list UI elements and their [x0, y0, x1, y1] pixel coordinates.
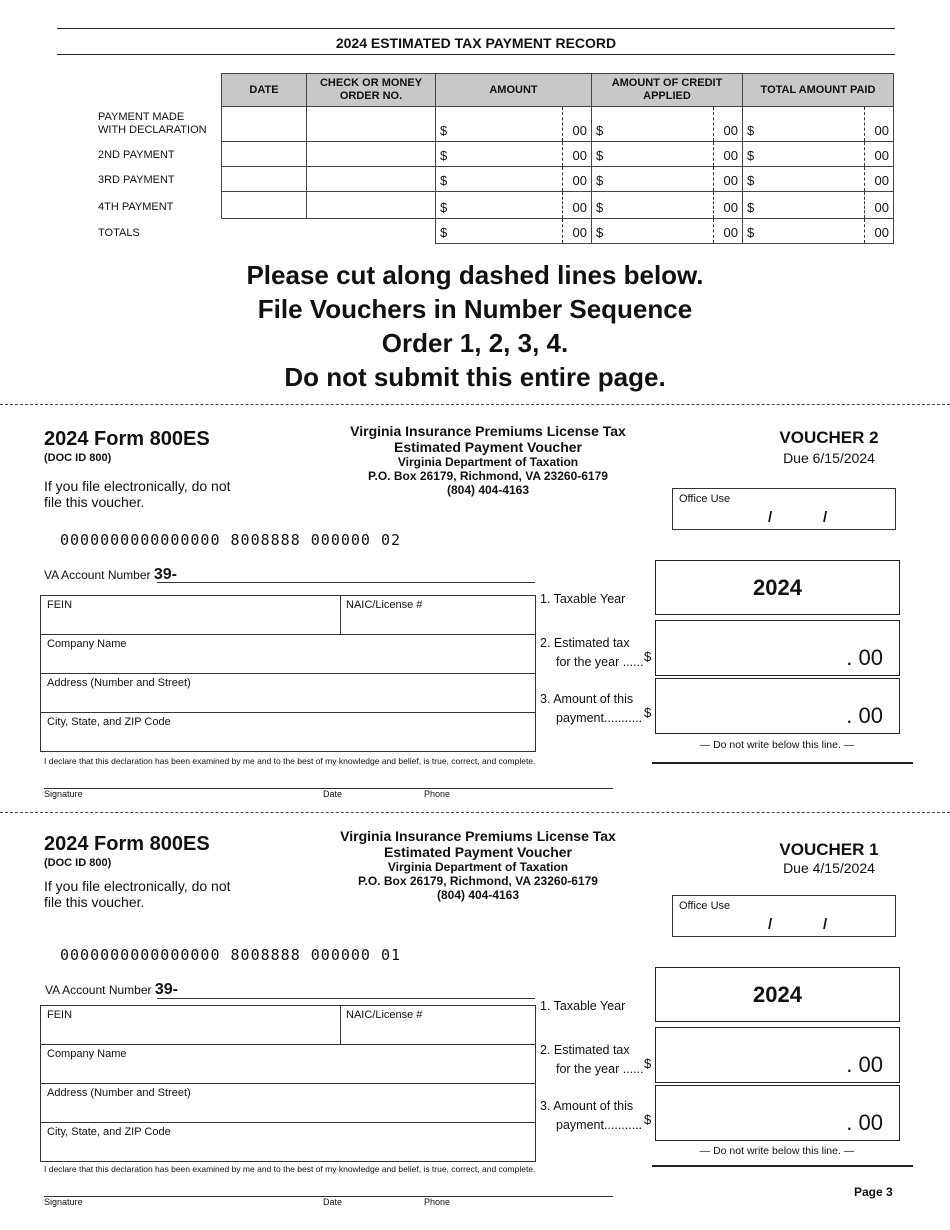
cut-line: [0, 812, 950, 813]
do-not-write-notice: — Do not write below this line. —: [699, 739, 855, 751]
voucher-number: VOUCHER 2: [779, 428, 879, 447]
table-row: [222, 107, 894, 142]
due-date: Due 6/15/2024: [783, 450, 875, 466]
table-row: [222, 167, 894, 192]
thick-rule: [652, 762, 913, 764]
paid-total-cell[interactable]: $ 00: [743, 219, 894, 244]
row-label-totals: TOTALS: [98, 227, 140, 239]
declaration-text: I declare that this declaration has been examined by me and to the best of my knowledge and belief, is true, correct, and complete.: [44, 1164, 536, 1174]
date-cell[interactable]: [222, 107, 307, 142]
city-state-zip-field[interactable]: City, State, and ZIP Code: [47, 716, 171, 728]
total-cell[interactable]: $ 00: [743, 142, 894, 167]
do-not-write-notice: — Do not write below this line. —: [699, 1145, 855, 1157]
header-check: CHECK OR MONEY ORDER NO.: [307, 74, 436, 107]
form-title: 2024 Form 800ES: [44, 833, 210, 855]
due-date: Due 4/15/2024: [783, 860, 875, 876]
check-cell[interactable]: [307, 192, 436, 219]
credit-cell[interactable]: $ 00: [592, 107, 743, 142]
credit-cell[interactable]: $ 00: [592, 167, 743, 192]
total-cell[interactable]: $ 00: [743, 107, 894, 142]
item-estimated-tax: 2. Estimated tax for the year ......: [540, 1043, 644, 1076]
total-cell[interactable]: $ 00: [743, 167, 894, 192]
date-label: Date: [323, 1197, 343, 1207]
doc-id: (DOC ID 800): [44, 452, 112, 464]
office-use-box: Office Use / /: [672, 488, 896, 530]
scanline: 0000000000000000 8008888 000000 02: [60, 531, 402, 549]
account-number: VA Account Number 39-: [44, 566, 177, 583]
item-estimated-tax: 2. Estimated tax for the year ......: [540, 636, 644, 669]
check-cell[interactable]: [307, 167, 436, 192]
item-taxable-year: 1. Taxable Year: [540, 999, 626, 1013]
table-row: [222, 192, 894, 219]
cut-instructions: Please cut along dashed lines below. File Vouchers in Number Sequence Order 1, 2, 3, 4. Do not submit this entire page.: [246, 260, 704, 392]
check-cell[interactable]: [307, 107, 436, 142]
item-payment-amount: 3. Amount of this payment...........: [540, 692, 643, 725]
address-field[interactable]: Address (Number and Street): [41, 674, 535, 713]
record-title: 2024 ESTIMATED TAX PAYMENT RECORD: [335, 35, 617, 51]
header-amount: AMOUNT: [436, 74, 592, 107]
amount-cell[interactable]: $ 00: [436, 192, 592, 219]
date-cell[interactable]: [222, 192, 307, 219]
account-number: VA Account Number 39-: [45, 981, 178, 998]
amount-total-cell[interactable]: $ 00: [436, 219, 592, 244]
table-header-row: [222, 74, 894, 107]
amount-cell[interactable]: $ 00: [436, 142, 592, 167]
title-rule: [57, 54, 895, 55]
row-label-declaration: PAYMENT MADE WITH DECLARATION: [98, 111, 207, 136]
row-label-2nd: 2ND PAYMENT: [98, 149, 175, 161]
item-payment-amount: 3. Amount of this payment...........: [540, 1099, 643, 1132]
credit-cell[interactable]: $ 00: [592, 142, 743, 167]
account-number-field[interactable]: [157, 998, 535, 999]
thick-rule: [652, 1165, 913, 1167]
taxable-year-box[interactable]: 2024: [655, 560, 900, 615]
phone-label: Phone: [424, 1197, 451, 1207]
voucher-number: VOUCHER 1: [779, 840, 879, 859]
cut-line: [0, 404, 950, 405]
date-cell[interactable]: [222, 167, 307, 192]
header-date: DATE: [222, 74, 307, 107]
total-cell[interactable]: $ 00: [743, 192, 894, 219]
amount-cell[interactable]: $ 00: [436, 167, 592, 192]
office-use-box: Office Use / /: [672, 895, 896, 937]
header-total: TOTAL AMOUNT PAID: [743, 74, 894, 107]
credit-total-cell[interactable]: $ 00: [592, 219, 743, 244]
taxpayer-info-grid: [40, 595, 536, 752]
table-row: [222, 142, 894, 167]
page-number: Page 3: [854, 1185, 893, 1199]
account-number-field[interactable]: [157, 582, 535, 583]
efile-notice: If you file electronically, do not file this voucher.: [44, 878, 231, 910]
company-name-field[interactable]: Company Name: [41, 635, 535, 674]
fein-row[interactable]: FEIN NAIC/License #: [41, 1006, 535, 1045]
payment-record-table: [221, 73, 894, 244]
estimated-tax-box[interactable]: . 00: [655, 620, 900, 676]
date-label: Date: [323, 789, 343, 799]
form-title: 2024 Form 800ES: [44, 428, 210, 450]
signature-label: Signature: [44, 1197, 83, 1207]
doc-id: (DOC ID 800): [44, 857, 112, 869]
address-field[interactable]: Address (Number and Street): [41, 1084, 535, 1123]
header-credit: AMOUNT OF CREDIT APPLIED: [592, 74, 743, 107]
taxpayer-info-grid: [40, 1005, 536, 1162]
agency-block: Virginia Insurance Premiums License Tax Estimated Payment Voucher Virginia Department of Taxation P.O. Box 26179, Richmond, VA 23260-6179 (804) 404-4163: [350, 423, 626, 497]
credit-cell[interactable]: $ 00: [592, 192, 743, 219]
scanline: 0000000000000000 8008888 000000 01: [60, 946, 402, 964]
amount-cell[interactable]: $ 00: [436, 107, 592, 142]
signature-label: Signature: [44, 789, 83, 799]
taxable-year-box[interactable]: 2024: [655, 967, 900, 1022]
date-cell[interactable]: [222, 142, 307, 167]
phone-label: Phone: [424, 789, 451, 799]
agency-block: Virginia Insurance Premiums License Tax Estimated Payment Voucher Virginia Department of Taxation P.O. Box 26179, Richmond, VA 23260-6179 (804) 404-4163: [340, 828, 616, 902]
fein-row[interactable]: FEIN NAIC/License #: [41, 596, 535, 635]
totals-row: [222, 219, 894, 244]
check-cell[interactable]: [307, 142, 436, 167]
city-state-zip-field[interactable]: City, State, and ZIP Code: [47, 1126, 171, 1138]
item-taxable-year: 1. Taxable Year: [540, 592, 626, 606]
efile-notice: If you file electronically, do not file this voucher.: [44, 478, 231, 510]
top-rule: [57, 28, 895, 29]
company-name-field[interactable]: Company Name: [41, 1045, 535, 1084]
row-label-3rd: 3RD PAYMENT: [98, 174, 175, 186]
payment-amount-box[interactable]: . 00: [655, 678, 900, 734]
estimated-tax-box[interactable]: . 00: [655, 1027, 900, 1083]
payment-amount-box[interactable]: . 00: [655, 1085, 900, 1141]
declaration-text: I declare that this declaration has been examined by me and to the best of my knowledge and belief, is true, correct, and complete.: [44, 756, 536, 766]
row-label-4th: 4TH PAYMENT: [98, 201, 174, 213]
